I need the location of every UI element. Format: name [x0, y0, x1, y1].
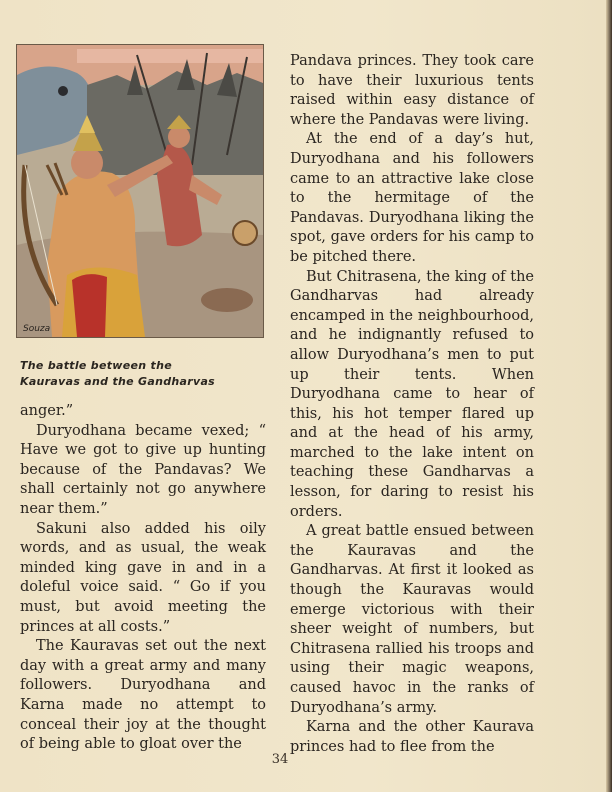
paragraph: A great battle ensued between the Kauravas and the Gandharvas. At first it looked as though the Kauravas would emerge victorious with their sheer weight of numbers, but Chitrasena rallied his troops and using their magic weapons, caused havoc in the ranks of Duryodhana’s army. [290, 523, 534, 716]
paragraph: anger.” [20, 403, 74, 419]
paragraph: Karna and the other Kaurava princes had to flee from the [290, 719, 534, 755]
caption-line-2: Kauravas and the Gandharvas [20, 375, 216, 388]
page-edge-shadow [606, 0, 612, 792]
battle-scene-image [17, 45, 263, 337]
page-number: 34 [271, 752, 289, 767]
paragraph: The Kauravas set out the next day with a great army and many followers. Duryodhana and Karna made no attempt to conceal their joy at the thought of being able to gloat over the [20, 638, 266, 753]
left-text-column [20, 402, 266, 755]
caption-line-1: The battle between the [20, 359, 172, 372]
paragraph: Pandava princes. They took care to have their luxurious tents raised within easy distance of where the Pandavas were living. [290, 53, 534, 128]
right-text-column [290, 52, 534, 757]
paragraph: But Chitrasena, the king of the Gandharvas had already encamped in the neighbourhood, and he indignantly refused to allow Duryodhana’s men to put up their tents. When Duryodhana came to hear of this, his hot temper flared up and at the head of his army, marched to the lake intent on teaching these Gandharvas a lesson, for daring to resist his orders. [290, 268, 534, 520]
paragraph: Duryodhana became vexed; “ Have we got to give up hunting because of the Pandavas? We shall certainly not go anywhere near them.” [20, 422, 266, 517]
paragraph: At the end of a day’s hut, Duryodhana and his followers came to an attractive lake close to the hermitage of the Pandavas. Duryodhana liking the spot, gave orders for his camp to be pitched there. [290, 131, 534, 265]
battle-illustration [16, 44, 264, 338]
artist-signature: Souza [23, 324, 51, 334]
illustration-caption [20, 358, 260, 390]
paragraph: Sakuni also added his oily words, and as usual, the weak minded king gave in and in a doleful voice said. “ Go if you must, but avoid meeting the princes at all costs.” [20, 520, 266, 635]
